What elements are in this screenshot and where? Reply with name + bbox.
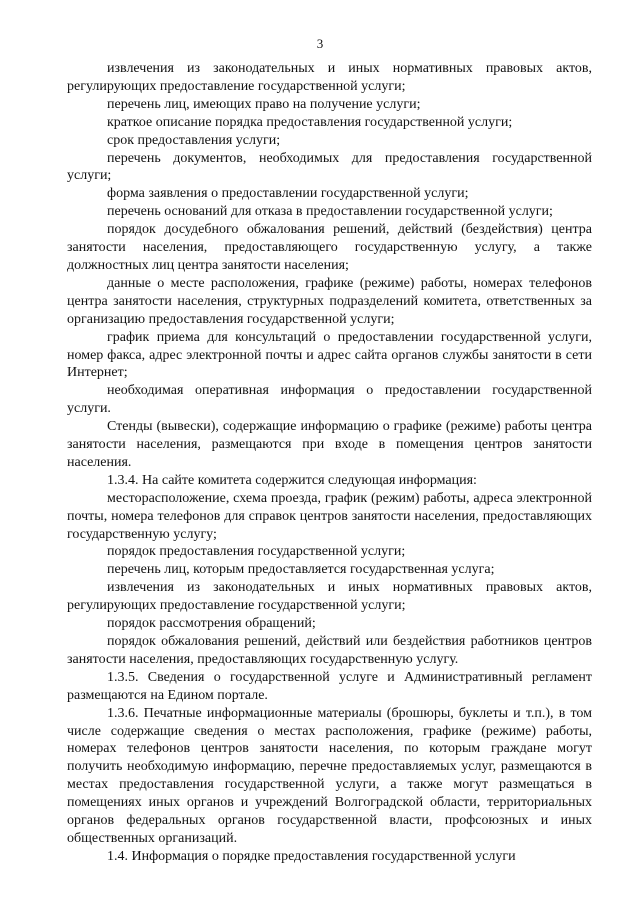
section-paragraph: 1.4. Информация о порядке предоставления государственной услуги <box>107 848 516 864</box>
paragraph: порядок досудебного обжалования решений, действий (бездействия) центра занятости населения, предоставляющего государственную услугу, а также должностных лиц центра занятости населения; <box>67 222 592 273</box>
section-heading: 1.3.4. На сайте комитета содержится следующая информация: <box>107 472 477 488</box>
paragraph: необходимая оперативная информация о предоставлении государственной услуги. <box>67 383 592 417</box>
paragraph: данные о месте расположения, графике (режиме) работы, номерах телефонов центра занятости населения, структурных подразделений комитета, ответственных за организацию предоставления государственной услуги; <box>67 275 592 327</box>
section-paragraph: 1.3.5. Сведения о государственной услуге и Административный регламент размещаются на Едином портале. <box>67 669 592 703</box>
paragraph: порядок рассмотрения обращений; <box>107 616 316 632</box>
page-number: 3 <box>316 36 324 51</box>
document-body <box>67 60 592 866</box>
paragraph: Стенды (вывески), содержащие информацию о графике (режиме) работы центра занятости населения, размещаются при входе в помещения центров занятости населения. <box>67 419 592 470</box>
paragraph: график приема для консультаций о предоставлении государственной услуги, номер факса, адрес электронной почты и адрес сайта органов службы занятости в сети Интернет; <box>67 329 592 381</box>
paragraph: месторасположение, схема проезда, график (режим) работы, адреса электронной почты, номера телефонов для справок центров занятости населения, предоставляющих государственную услугу; <box>67 490 592 542</box>
paragraph: порядок обжалования решений, действий или бездействия работников центров занятости населения, предоставляющих государственную услугу. <box>67 634 592 667</box>
paragraph: извлечения из законодательных и иных нормативных правовых актов, регулирующих предоставление государственной услуги; <box>67 580 592 614</box>
paragraph: краткое описание порядка предоставления государственной услуги; <box>107 114 513 130</box>
section-paragraph: 1.3.6. Печатные информационные материалы (брошюры, буклеты и т.п.), в том числе содержащие сведения о местах расположения, графике (режиме) работы, номерах телефонов центров занятости населения, по которым граждане могут получить необходимую информацию, перечне предоставляемых услуг, размещаются в местах предоставления государственной услуги, а также могут размещаться в помещениях иных органов и учреждений Волгоградской области, территориальных органов федеральных органов государственной власти, профсоюзных и иных общественных организаций. <box>67 705 592 846</box>
paragraph: перечень лиц, которым предоставляется государственная услуга; <box>107 562 495 578</box>
paragraph: перечень лиц, имеющих право на получение услуги; <box>107 96 421 112</box>
paragraph: порядок предоставления государственной услуги; <box>107 544 406 560</box>
paragraph: извлечения из законодательных и иных нормативных правовых актов, регулирующих предоставление государственной услуги; <box>67 61 592 94</box>
paragraph: перечень оснований для отказа в предоставлении государственной услуги; <box>107 204 553 220</box>
paragraph: форма заявления о предоставлении государственной услуги; <box>107 186 469 202</box>
paragraph: перечень документов, необходимых для предоставления государственной услуги; <box>67 150 592 184</box>
paragraph: срок предоставления услуги; <box>107 132 281 148</box>
